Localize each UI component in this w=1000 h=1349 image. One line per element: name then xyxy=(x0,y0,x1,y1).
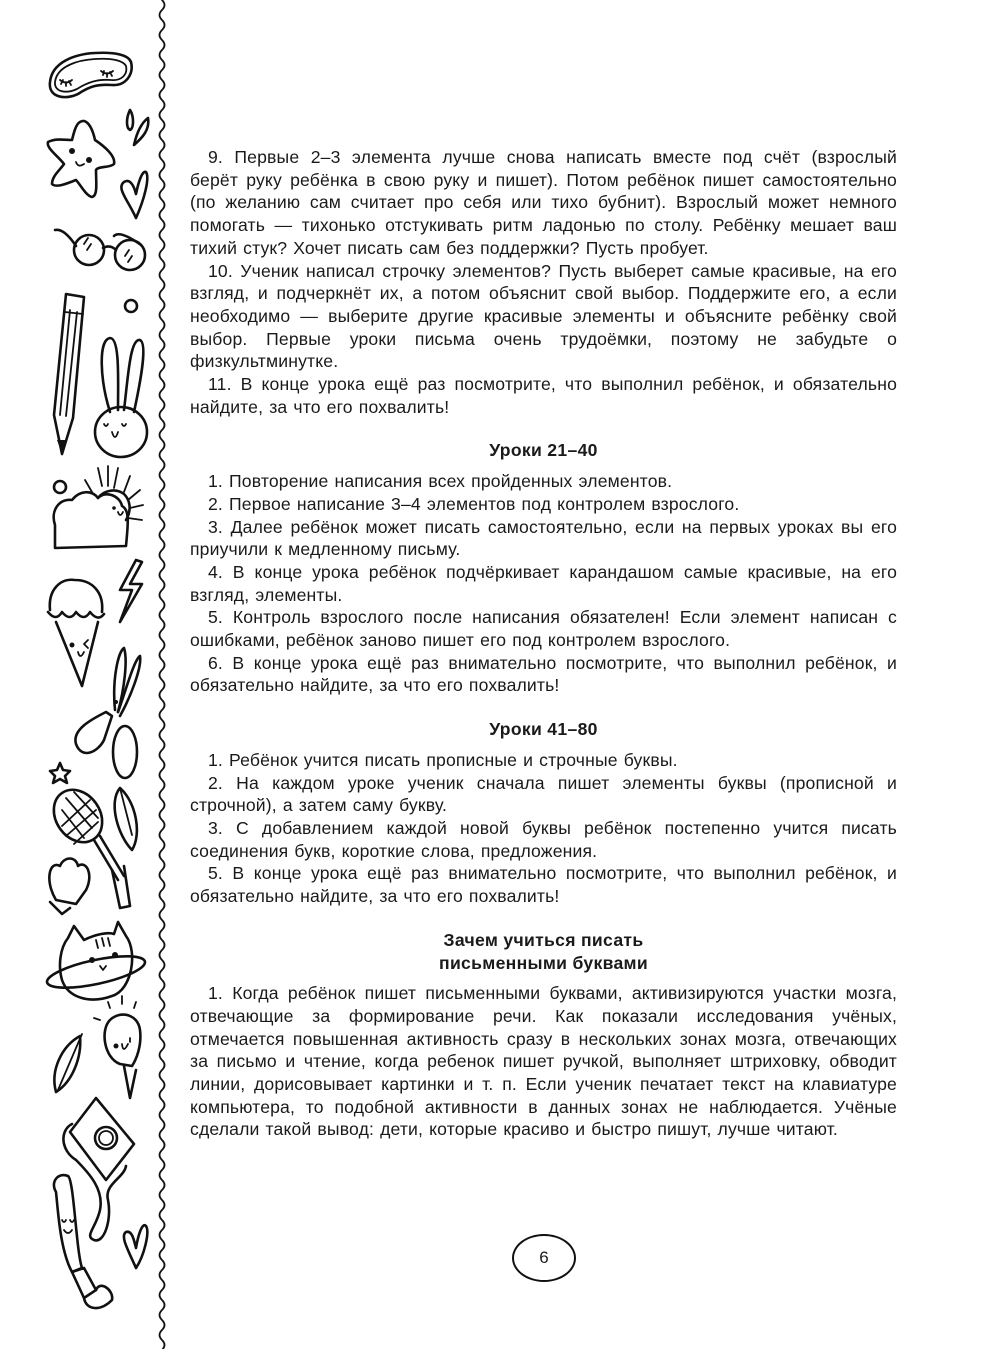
paragraph: 10. Ученик написал строчку элементов? Пусть выберет самые красивые, на его взгляд, и подчеркнёт их, а потом объяснит свой выбор. Поддержите его, а если необходимо — выберите другие красивые элементы и объясните ребёнку свой выбор. Первые уроки письма очень трудоёмки, поэтому не забудьте о физкультминутке. xyxy=(190,260,897,372)
section-lessons-21-40 xyxy=(190,439,897,697)
paragraph: 2. На каждом уроке ученик сначала пишет элементы буквы (прописной и строчной), а затем саму букву. xyxy=(190,772,897,816)
scissors-icon xyxy=(75,648,140,778)
small-star-icon xyxy=(50,763,70,783)
sleep-mask-icon xyxy=(50,53,132,97)
wavy-divider xyxy=(154,0,170,1349)
ice-cream-icon xyxy=(48,580,104,686)
heading-line: Зачем учиться писать xyxy=(443,929,644,950)
paragraph: 1. Когда ребёнок пишет письменными буквами, активизируются участки мозга, отвечающие за формирование речи. Как показали исследования учёных, отмечается повышенная активность сразу в нескольких зонах мозга, отвечающих за письмо и чтение, когда ребенок пишет ручкой, выполняет штриховку, обводит линии, дорисовывает картинки и т. п. Если ученик печатает текст на клавиатуре компьютера, то подобной активности в данных зонах не наблюдается. Учёные сделали такой вывод: дети, которые красиво и быстро пишут, лучше читают. xyxy=(190,983,897,1140)
lightning-icon xyxy=(120,560,142,622)
page-number xyxy=(512,1234,576,1282)
paintbrush-icon xyxy=(54,1175,112,1308)
shell-icon xyxy=(49,859,89,915)
leaf-icon-2 xyxy=(54,1034,82,1092)
paragraph: 11. В конце урока ещё раз посмотрите, что выполнил ребёнок, и обязательно найдите, за что его похвалить! xyxy=(190,374,897,417)
glasses-icon xyxy=(55,230,145,270)
paragraph: 2. Первое написание 3–4 элементов под контролем взрослого. xyxy=(208,493,740,514)
bunny-icon xyxy=(95,338,147,457)
page-number-label: 6 xyxy=(539,1248,549,1267)
paragraph: 4. В конце урока ребёнок подчёркивает карандашом самые красивые, на его взгляд, элементы. xyxy=(190,561,897,605)
doodle-column xyxy=(0,0,160,1349)
section-heading xyxy=(190,929,897,974)
section-lessons-41-80 xyxy=(190,718,897,908)
pencil-icon xyxy=(54,294,84,454)
paragraph: 3. Далее ребёнок может писать самостоятельно, если на первых уроках вы его приучили к медленному письму. xyxy=(190,516,897,560)
bubble-icon xyxy=(125,300,137,312)
paragraph: 5. Контроль взрослого после написания обязателен! Если элемент написан с ошибками, ребёнок заново пишет его под контролем взрослого. xyxy=(190,607,897,651)
light-bulb-icon xyxy=(94,996,140,1098)
paragraph: 9. Первые 2–3 элемента лучше снова написать вместе под счёт (взрослый берёт руку ребёнка в свою руку и пишет). Потом ребёнок пишет самостоятельно (по желанию сам считает про себя или тихо бубнит). Взрослый может немного помогать — тихонько отстукивать ритм ладонью по столу. Ребёнку мешает ваш тихий стук? Хочет писать сам без поддержки? Пусть пробует. xyxy=(190,147,897,258)
cat-planet-icon xyxy=(45,922,148,999)
paragraph: 5. В конце урока ещё раз внимательно посмотрите, что выполнил ребёнок, и обязательно найдите, за что его похвалить! xyxy=(190,863,897,907)
section-why-cursive xyxy=(190,929,897,1141)
drop-icon xyxy=(127,110,148,145)
heart-icon-2 xyxy=(124,1225,147,1268)
sun-cloud-icon xyxy=(54,466,143,548)
document-body xyxy=(190,146,897,1141)
section-continued-steps xyxy=(190,146,897,418)
leaf-icon xyxy=(115,788,137,850)
section-heading: Уроки 21–40 xyxy=(489,440,598,461)
heart-icon xyxy=(121,172,147,218)
paragraph: 1. Ребёнок учится писать прописные и строчные буквы. xyxy=(208,749,678,770)
paragraph: 3. С добавлением каждой новой буквы ребёнок постепенно учится писать соединения букв, короткие слова, предложения. xyxy=(190,817,897,861)
paragraph: 1. Повторение написания всех пройденных элементов. xyxy=(208,471,673,492)
section-heading: Уроки 41–80 xyxy=(489,719,598,740)
heading-line: письменными буквами xyxy=(439,952,648,973)
paragraph: 6. В конце урока ещё раз внимательно посмотрите, что выполнил ребёнок, и обязательно найдите, за что его похвалить! xyxy=(190,652,897,696)
star-face-icon xyxy=(48,121,114,197)
